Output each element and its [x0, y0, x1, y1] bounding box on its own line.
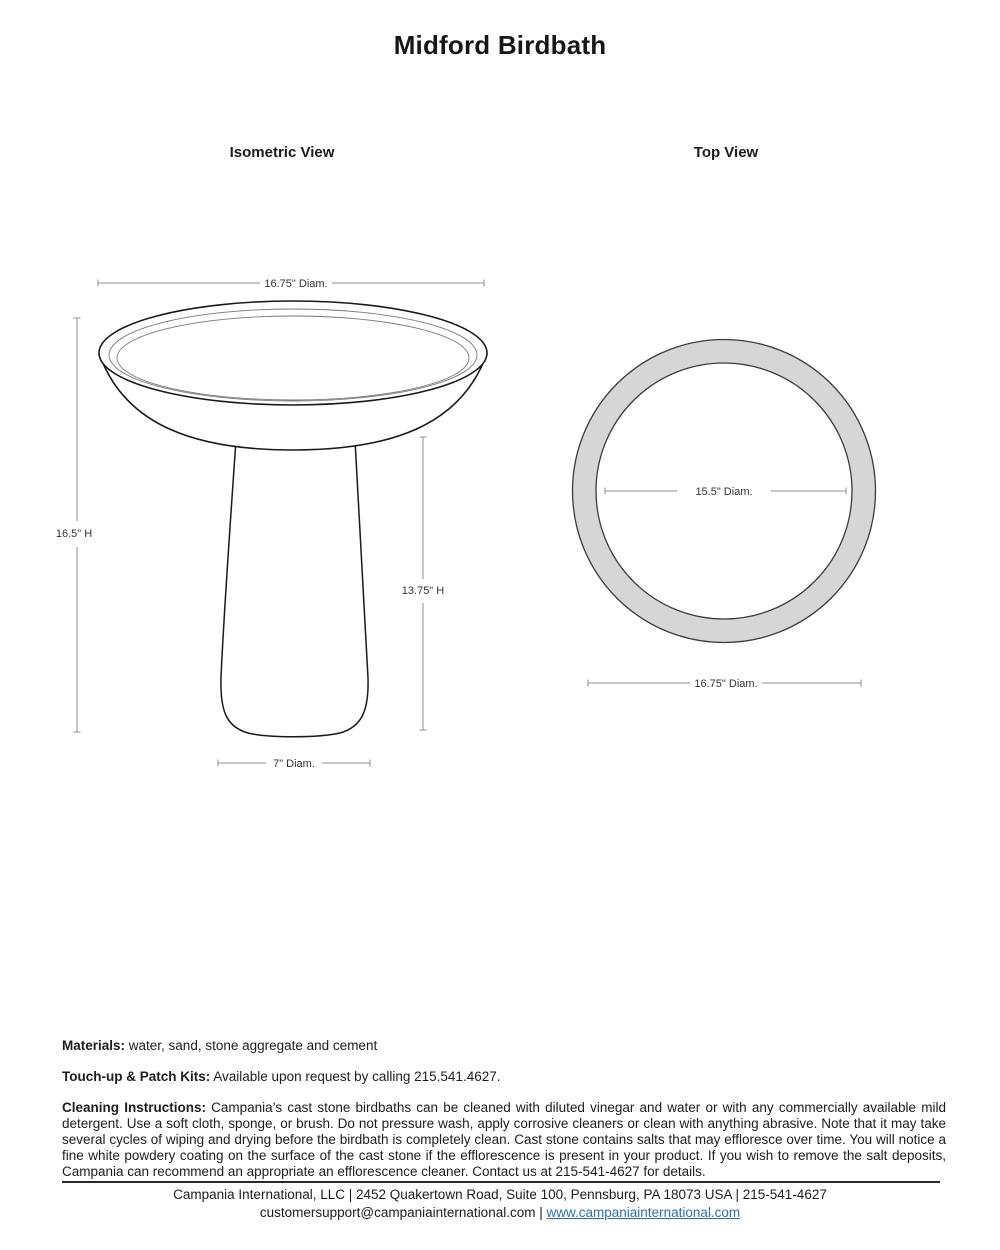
- dim-label-overall-height: 16.5" H: [55, 528, 93, 540]
- footer-separator: |: [539, 1205, 543, 1220]
- dim-overall-height: [74, 318, 81, 732]
- footer-company-line: Campania International, LLC | 2452 Quakertown Road, Suite 100, Pennsburg, PA 18073 USA | 215-541-4627: [173, 1187, 827, 1202]
- dim-label-pedestal-height: 13.75" H: [401, 585, 445, 597]
- isometric-drawing: [56, 278, 487, 770]
- page-title: Midford Birdbath: [393, 30, 607, 60]
- dim-label-top-diameter: 16.75" Diam.: [264, 278, 328, 290]
- materials-text: water, sand, stone aggregate and cement: [125, 1037, 378, 1053]
- dim-pedestal-height: [420, 437, 427, 730]
- touchup-label: Touch-up & Patch Kits:: [62, 1068, 211, 1084]
- touchup-line: [62, 1069, 946, 1085]
- dim-label-inner-diameter: 15.5" Diam.: [695, 486, 753, 498]
- cleaning-instructions: [62, 1100, 946, 1180]
- footer-contact-line: [0, 1205, 1000, 1220]
- materials-label: Materials:: [62, 1037, 126, 1053]
- birdbath-bowl-rim: [99, 301, 487, 405]
- dim-label-outer-diameter: 16.75" Diam.: [694, 678, 758, 690]
- cleaning-text: Campania’s cast stone birdbaths can be cleaned with diluted vinegar and water or with any commercially available mild detergent. Use a soft cloth, sponge, or brush. Do not pressure wash, apply corrosive cleaners or clean with anything abrasive. Note that it may take several cycles of wiping and drying before the birdbath is completely clean. Cast stone contains salts that may effloresce over time. You will notice a fine white powdery coating on the surface of the cast stone if the efflorescence is present in your product. If you wish to remove the salt deposits, Campania can recommend an appropriate an efflorescence cleaner. Contact us at 215-541-4627 for details.: [62, 1099, 946, 1179]
- materials-line: [62, 1038, 946, 1054]
- dim-label-base-diameter: 7" Diam.: [273, 758, 315, 770]
- top-view-drawing: [573, 340, 876, 691]
- birdbath-pedestal: [221, 440, 368, 737]
- touchup-text: Available upon request by calling 215.541.4627.: [210, 1068, 501, 1084]
- footer-divider: [62, 1181, 940, 1183]
- top-view-label: Top View: [693, 144, 759, 161]
- cleaning-label: Cleaning Instructions:: [62, 1099, 206, 1115]
- footer-email: customersupport@campaniainternational.com: [259, 1205, 536, 1220]
- footer-website-link[interactable]: www.campaniainternational.com: [546, 1205, 741, 1220]
- isometric-view-label: Isometric View: [229, 144, 335, 161]
